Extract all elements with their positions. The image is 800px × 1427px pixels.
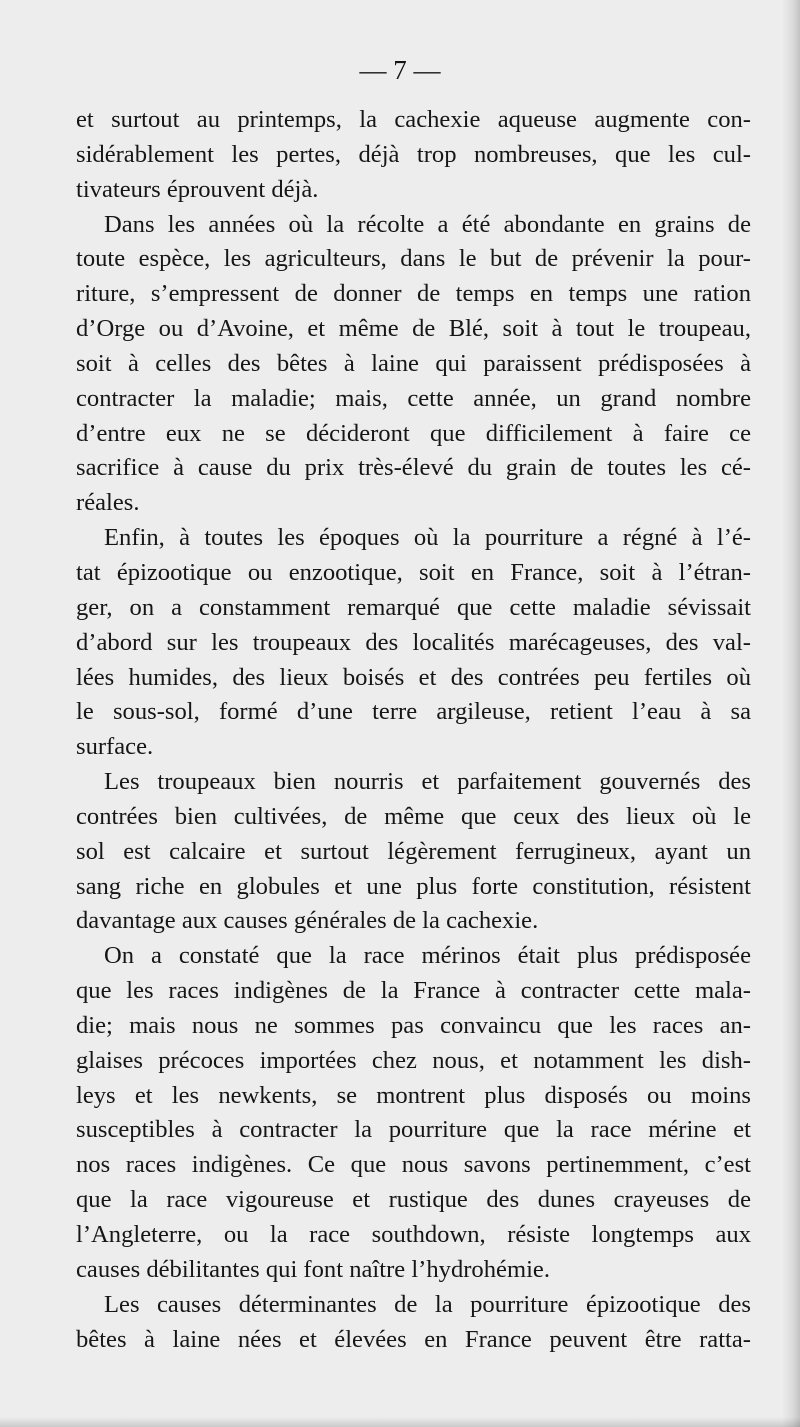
text-line: Enfin, à toutes les époques où la pourriture a régné à l’é- xyxy=(104,524,751,552)
text-line: susceptibles à contracter la pourriture que la race mérine et xyxy=(76,1116,751,1144)
text-line: sol est calcaire et surtout légèrement ferrugineux, ayant un xyxy=(76,837,751,865)
text-line: tat épizootique ou enzootique, soit en France, soit à l’étran- xyxy=(76,558,751,586)
text-line: ger, on a constamment remarqué que cette maladie sévissait xyxy=(76,593,751,621)
text-line: réales. xyxy=(76,489,140,517)
text-line: contracter la maladie; mais, cette année, un grand nombre xyxy=(76,384,751,412)
text-line: sacrifice à cause du prix très-élevé du grain de toutes les cé- xyxy=(76,454,751,482)
text-line: Les causes déterminantes de la pourriture épizootique des xyxy=(104,1290,751,1318)
body-text xyxy=(76,103,751,1357)
page-edge-shadow xyxy=(782,0,800,1427)
text-line: d’entre eux ne se décideront que difficilement à faire ce xyxy=(76,419,751,447)
text-line: davantage aux causes générales de la cachexie. xyxy=(76,907,539,935)
text-line: que les races indigènes de la France à contracter cette mala- xyxy=(76,977,751,1005)
text-line: d’abord sur les troupeaux des localités marécageuses, des val- xyxy=(76,628,751,656)
text-line: causes débilitantes qui font naître l’hydrohémie. xyxy=(76,1255,550,1283)
text-line: sidérablement les pertes, déjà trop nombreuses, que les cul- xyxy=(76,140,751,168)
text-line: Les troupeaux bien nourris et parfaitement gouvernés des xyxy=(104,768,751,796)
text-line: nos races indigènes. Ce que nous savons pertinemment, c’est xyxy=(76,1151,751,1179)
text-line: que la race vigoureuse et rustique des dunes crayeuses de xyxy=(76,1186,751,1214)
page-bottom-shadow xyxy=(0,1417,800,1427)
text-line: soit à celles des bêtes à laine qui paraissent prédisposées à xyxy=(76,349,751,377)
text-line: leys et les newkents, se montrent plus disposés ou moins xyxy=(76,1081,751,1109)
text-line: sang riche en globules et une plus forte constitution, résistent xyxy=(76,872,751,900)
text-line: die; mais nous ne sommes pas convaincu que les races an- xyxy=(76,1011,751,1039)
text-line: d’Orge ou d’Avoine, et même de Blé, soit à tout le troupeau, xyxy=(76,315,751,343)
text-line: toute espèce, les agriculteurs, dans le but de prévenir la pour- xyxy=(76,245,751,273)
text-line: l’Angleterre, ou la race southdown, résiste longtemps aux xyxy=(76,1221,751,1248)
text-line: tivateurs éprouvent déjà. xyxy=(76,175,319,203)
text-line: surface. xyxy=(76,733,154,761)
text-line: contrées bien cultivées, de même que ceux des lieux où le xyxy=(76,802,751,830)
text-line: riture, s’empressent de donner de temps en temps une ration xyxy=(76,280,751,308)
text-line: et surtout au printemps, la cachexie aqueuse augmente con- xyxy=(76,106,751,133)
text-line: bêtes à laine nées et élevées en France peuvent être ratta- xyxy=(76,1325,751,1353)
text-line: Dans les années où la récolte a été abondante en grains de xyxy=(104,210,751,238)
text-line: le sous-sol, formé d’une terre argileuse, retient l’eau à sa xyxy=(76,698,751,726)
page-number: — 7 — xyxy=(359,55,441,85)
text-line: On a constaté que la race mérinos était plus prédisposée xyxy=(104,942,751,970)
text-line: glaises précoces importées chez nous, et notamment les dish- xyxy=(76,1046,751,1074)
text-line: lées humides, des lieux boisés et des contrées peu fertiles où xyxy=(76,663,751,691)
